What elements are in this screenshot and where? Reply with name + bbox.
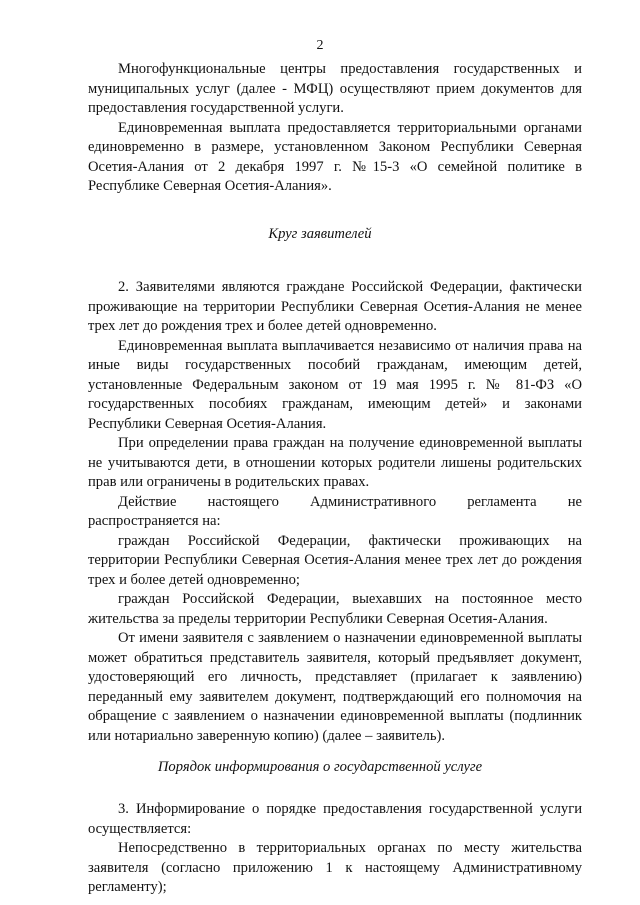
section-heading-applicants: Круг заявителей (268, 226, 372, 242)
paragraph: От имени заявителя с заявлением о назначении единовременной выплаты может обратиться представитель заявителя, который предъявляет документ, удостоверяющий его личность, представляет (прилагает к заявлению) переданный ему заявителем документ, подтверждающий его полномочия на обращение с заявлением о назначении единовременной выплаты (подлинник или нотариально заверенную копию) (далее – заявитель). (88, 630, 582, 744)
section-heading-informing: Порядок информирования о государственной услуге (157, 759, 483, 775)
paragraph: Единовременная выплата предоставляется территориальными органами единовременно в размере, установленном Законом Республики Северная Осетия-Алания от 2 декабря 1997 г. №15-3 «О семейной политике в Республике Северная Осетия-Алания». (88, 119, 582, 194)
applicants-section (88, 278, 582, 746)
informing-section (88, 800, 582, 898)
paragraph: Единовременная выплата выплачивается независимо от наличия права на иные виды государственных пособий гражданам, имеющим детей, установленные Федеральным законом от 19 мая 1995 г. № 81-ФЗ «О государственных пособиях гражданам, имеющим детей» и законами Республики Северная Осетия-Алания. (88, 337, 582, 432)
paragraph: Действие настоящего Административного регламента не распространяется на: (88, 493, 582, 529)
intro-section (88, 60, 582, 197)
paragraph: При определении права граждан на получение единовременной выплаты не учитываются дети, в отношении которых родители лишены родительских прав или ограничены в родительских правах. (88, 435, 582, 490)
paragraph: 3. Информирование о порядке предоставления государственной услуги осуществляется: (88, 801, 582, 837)
paragraph: Непосредственно в территориальных органах по месту жительства заявителя (согласно приложению 1 к настоящему Административному регламенту); (88, 840, 582, 895)
page-number: 2 (316, 38, 324, 53)
paragraph: Многофункциональные центры предоставления государственных и муниципальных услуг (далее - МФЦ) осуществляют прием документов для предоставления государственной услуги. (88, 61, 582, 116)
paragraph: 2. Заявителями являются граждане Российской Федерации, фактически проживающие на территории Республики Северная Осетия-Алания не менее трех лет до рождения трех и более детей одновременно. (88, 279, 582, 334)
paragraph: граждан Российской Федерации, выехавших на постоянное место жительства за пределы территории Республики Северная Осетия-Алания. (88, 591, 582, 627)
paragraph: граждан Российской Федерации, фактически проживающих на территории Республики Северная Осетия-Алания менее трех лет до рождения трех и более детей одновременно; (88, 532, 582, 588)
